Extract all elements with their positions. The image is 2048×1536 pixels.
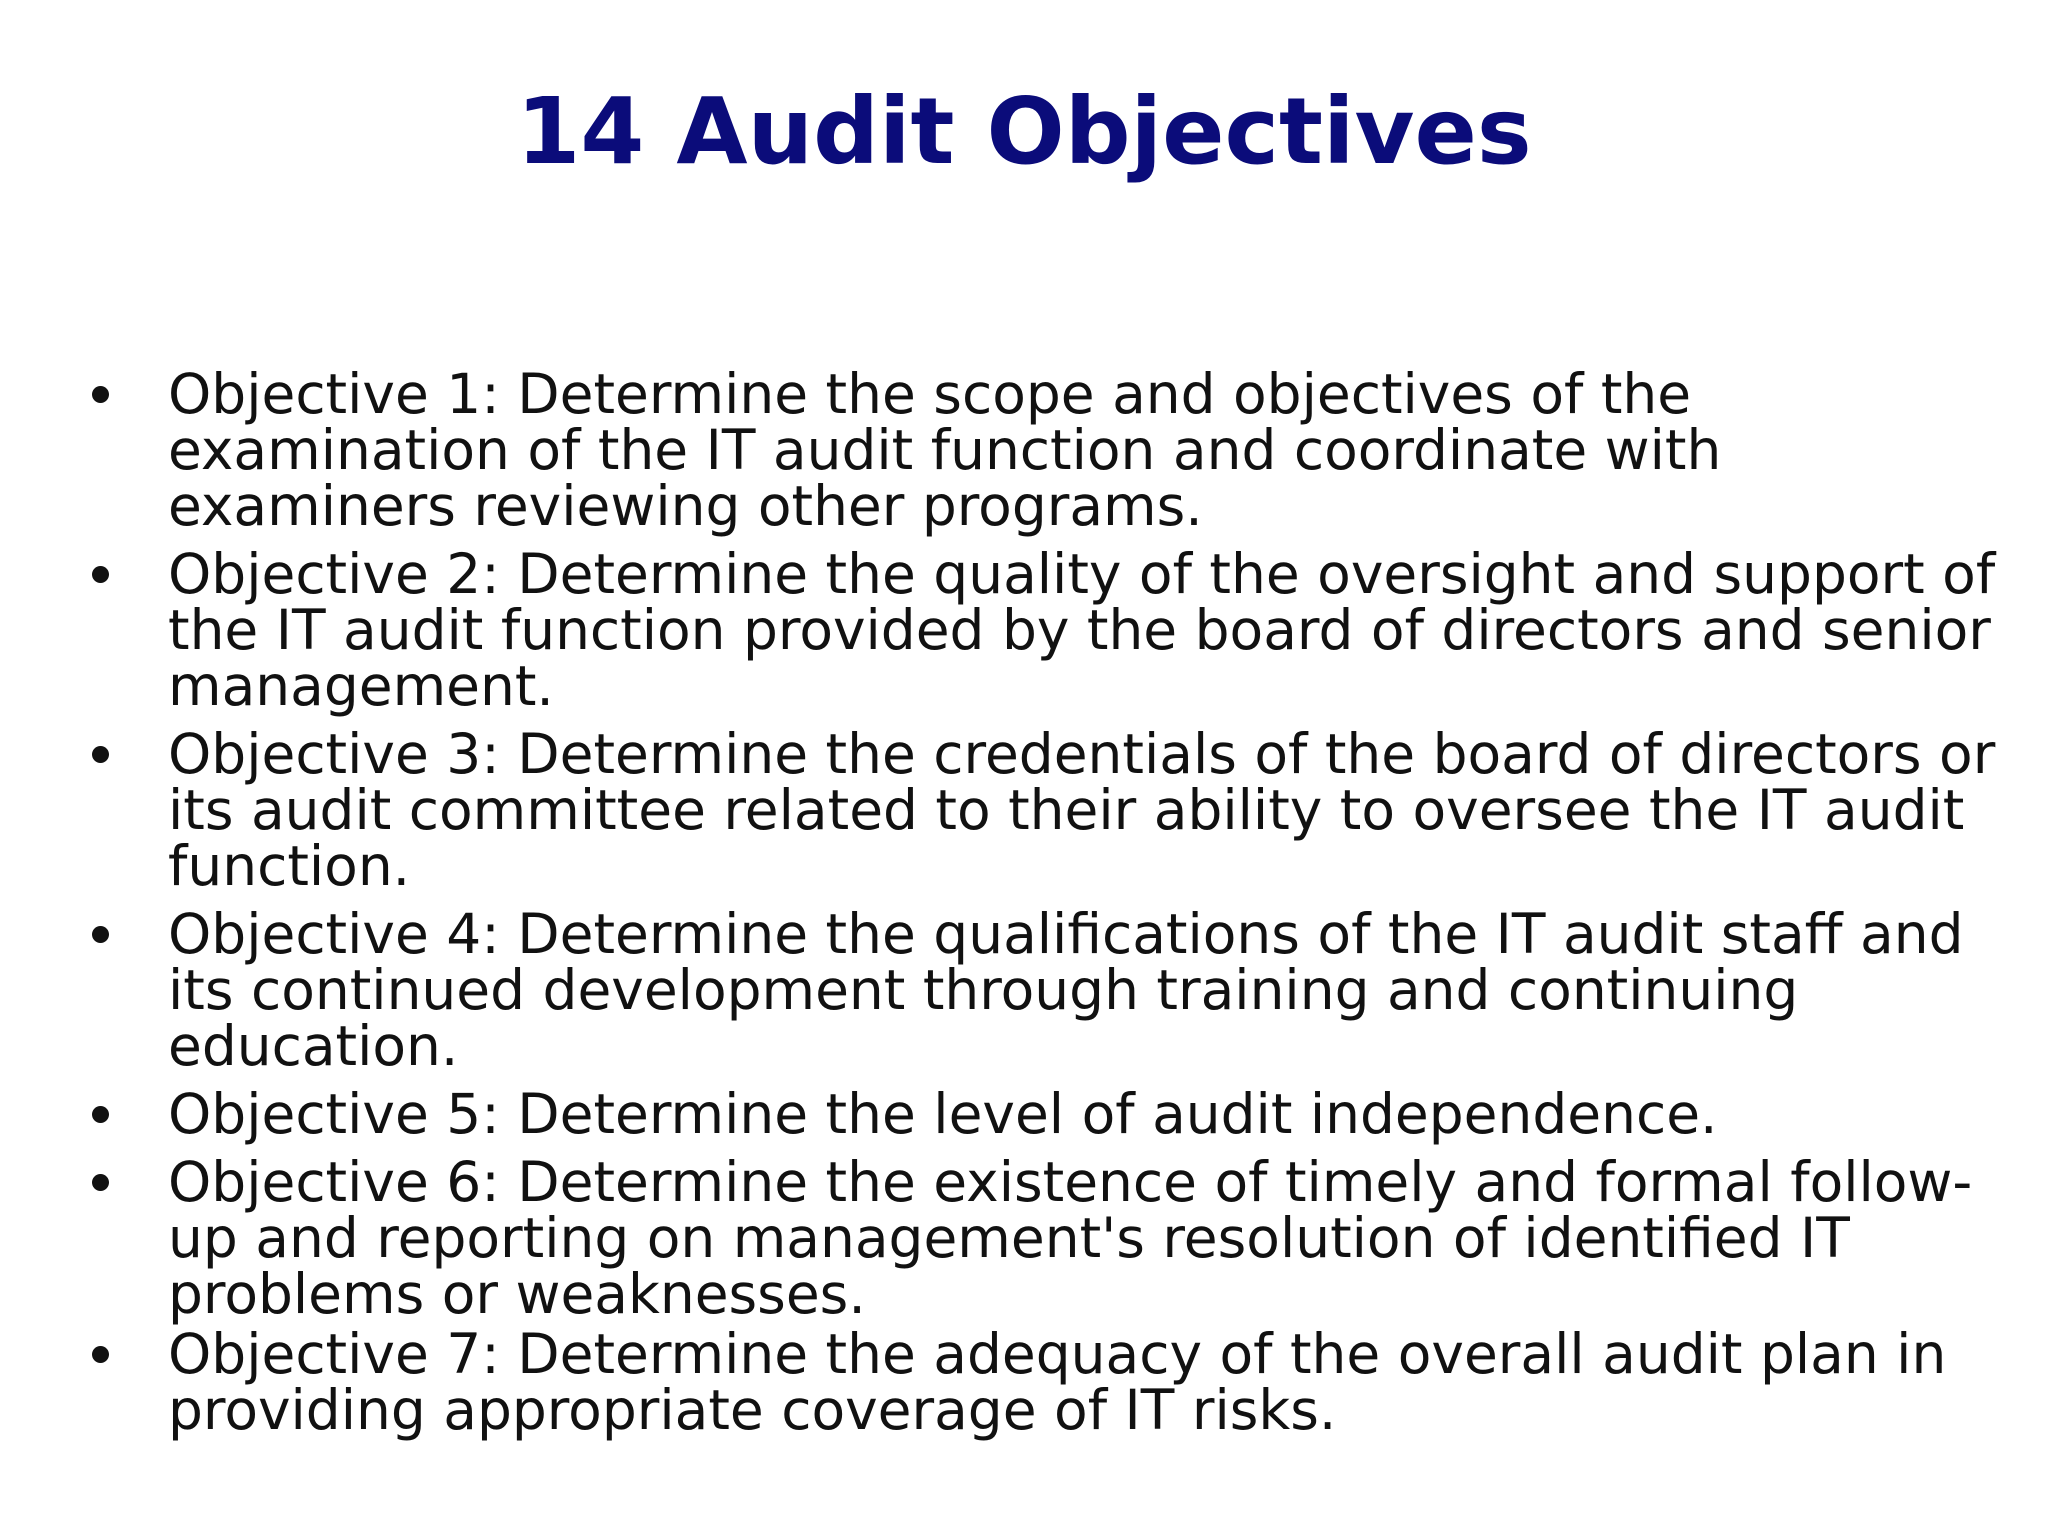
objective-4-item [90,902,2020,1078]
objective-3-item [90,722,2020,898]
bullet-icon [92,1346,109,1363]
bullet-icon [92,926,109,943]
objectives-list [90,362,2020,1450]
objective-3-text: Objective 3: Determine the credentials of the board of directors or its audit committee related to their ability to oversee the IT audit function. [168,722,1996,898]
objective-7-text: Objective 7: Determine the adequacy of the overall audit plan in providing appropriate coverage of IT risks. [168,1322,1947,1442]
bullet-icon [92,566,109,583]
slide-title: 14 Audit Objectives [516,78,1532,185]
objective-7-item [90,1322,2020,1442]
objective-1-item [90,362,2020,538]
objective-1-text: Objective 1: Determine the scope and objectives of the examination of the IT audit function and coordinate with examiners reviewing other programs. [168,362,1722,538]
objective-5-text: Objective 5: Determine the level of audit independence. [168,1082,1718,1146]
objective-2-item [90,542,2020,718]
bullet-icon [92,746,109,763]
objective-2-text: Objective 2: Determine the quality of the oversight and support of the IT audit function provided by the board of directors and senior management. [168,542,1996,718]
bullet-icon [92,1106,109,1123]
objective-6-text: Objective 6: Determine the existence of timely and formal follow-up and reporting on management's resolution of identified IT problems or weaknesses. [168,1150,1973,1326]
bullet-icon [92,1174,109,1191]
bullet-icon [92,386,109,403]
objective-4-text: Objective 4: Determine the qualifications of the IT audit staff and its continued development through training and continuing education. [168,902,1964,1078]
objective-6-item [90,1150,2020,1326]
objective-5-item [90,1082,2020,1146]
